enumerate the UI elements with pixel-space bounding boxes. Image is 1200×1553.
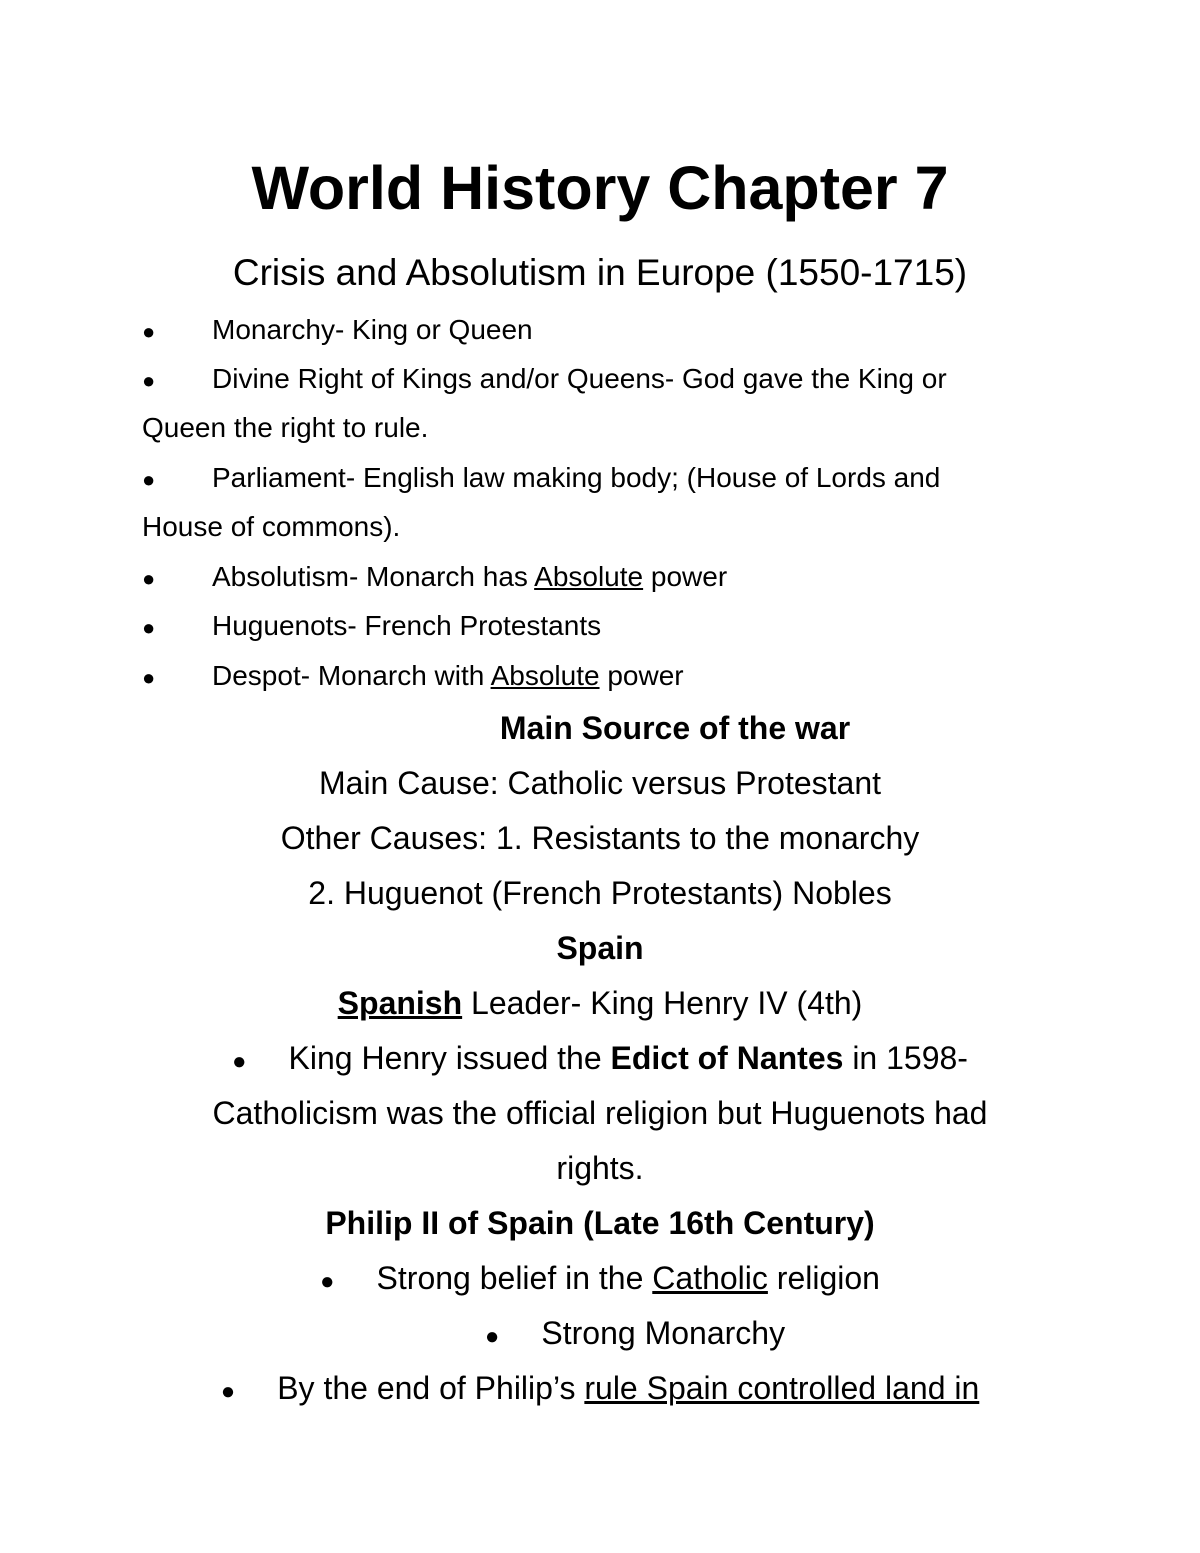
list-item-continuation: House of commons).	[142, 511, 401, 542]
spain-leader-text: Spanish Leader- King Henry IV (4th)	[337, 985, 863, 1021]
section-heading-spain: Spain	[556, 930, 644, 966]
bullet-icon: ●	[232, 1048, 247, 1075]
bullet-icon: ●	[142, 665, 156, 690]
list-item-continuation: Queen the right to rule.	[142, 412, 429, 443]
list-item: ● Strong Monarchy	[0, 1310, 1200, 1360]
bullet-icon: ●	[142, 319, 156, 344]
page-subtitle: Crisis and Absolutism in Europe (1550-1715)	[232, 252, 968, 293]
list-item: ● Absolutism- Monarch has Absolute power	[142, 557, 727, 599]
bullet-icon: ●	[142, 566, 156, 591]
list-item: ● Strong belief in the Catholic religion	[0, 1255, 1200, 1305]
list-item-continuation: rights.	[556, 1150, 644, 1186]
bullet-icon: ●	[142, 467, 156, 492]
bullet-icon: ●	[142, 368, 156, 393]
list-item: ● King Henry issued the Edict of Nantes in 1598-	[0, 1035, 1200, 1085]
bullet-icon: ●	[142, 615, 156, 640]
list-item: ● Divine Right of Kings and/or Queens- God gave the King or	[142, 359, 947, 401]
page-title: World History Chapter 7	[251, 154, 949, 222]
main-cause-text: Main Cause: Catholic versus Protestant	[318, 765, 882, 801]
bullet-icon: ●	[220, 1378, 236, 1405]
list-item: ● Monarchy- King or Queen	[142, 310, 533, 352]
section-heading-war: Main Source of the war	[499, 710, 851, 746]
list-item: ● Despot- Monarch with Absolute power	[142, 656, 684, 698]
other-causes-text: Other Causes: 1. Resistants to the monarchy	[280, 820, 920, 856]
list-item: ● Parliament- English law making body; (House of Lords and	[142, 458, 940, 500]
bullet-icon: ●	[320, 1268, 335, 1295]
section-heading-philip: Philip II of Spain (Late 16th Century)	[325, 1205, 875, 1241]
other-causes-text: 2. Huguenot (French Protestants) Nobles	[308, 875, 892, 911]
list-item: ● Huguenots- French Protestants	[142, 606, 601, 648]
bullet-icon: ●	[484, 1323, 500, 1350]
list-item: ● By the end of Philip’s rule Spain controlled land in	[0, 1365, 1200, 1415]
list-item-continuation: Catholicism was the official religion but Huguenots had	[212, 1095, 988, 1131]
